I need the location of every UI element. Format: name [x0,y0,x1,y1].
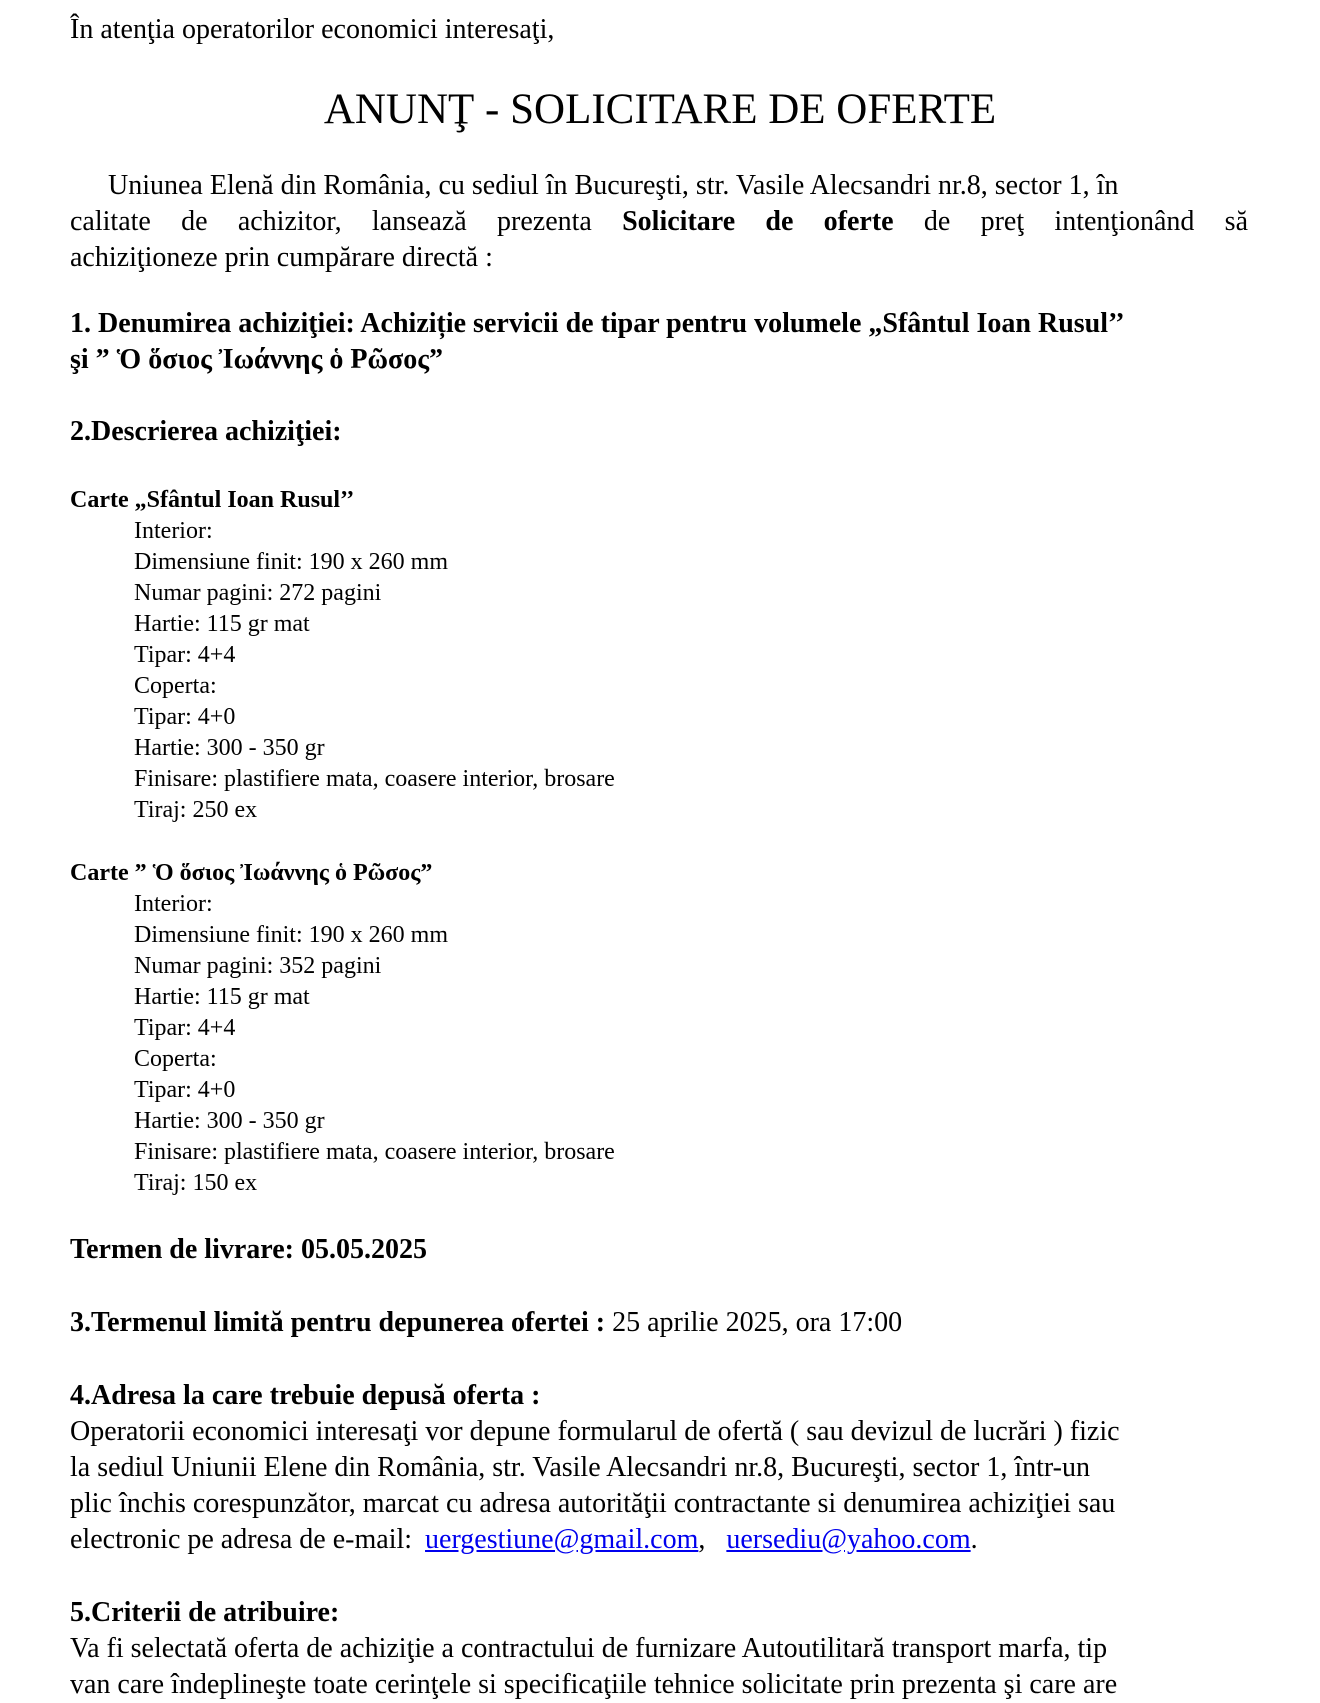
book1-spec: Finisare: plastifiere mata, coasere interior, brosare [134,766,615,792]
book2-spec-list [134,889,615,1199]
book1-spec: Tipar: 4+4 [134,642,236,668]
book2-spec: Hartie: 300 - 350 gr [134,1108,325,1134]
book1-spec: Tiraj: 250 ex [134,797,258,823]
book2-spec: Dimensiune finit: 190 x 260 mm [134,922,448,948]
intro-line-2-bold: Solicitare de oferte [622,206,894,237]
book2-spec: Coperta: [134,1046,217,1072]
page-title: ANUNŢ - SOLICITARE DE OFERTE [323,86,997,133]
section4-line-3: plic închis corespunzător, marcat cu adresa autorităţii contractante si denumirea achiziţiei sau [70,1488,1116,1519]
section4-heading: 4.Adresa la care trebuie depusă oferta : [70,1380,541,1411]
book1-spec: Interior: [134,518,213,544]
intro-line-2 [70,204,1248,240]
intro-line-3: achiziţioneze prin cumpărare directă : [70,242,493,273]
section1-line-1: 1. Denumirea achiziţiei: Achiziție servicii de tipar pentru volumele „Sfântul Ioan Rusul’’ [70,308,1125,339]
email-separator: , [698,1524,706,1555]
book1-spec: Tipar: 4+0 [134,704,236,730]
book1-spec: Coperta: [134,673,217,699]
section3-line [70,1305,902,1341]
book1-spec: Dimensiune finit: 190 x 260 mm [134,549,448,575]
intro-line-2-post: de preţ intenţionând să [923,206,1248,237]
section5-line-1: Va fi selectată oferta de achiziţie a contractului de furnizare Autoutilitară transport marfa, tip [70,1633,1108,1664]
section4-line-2: la sediul Uniunii Elene din România, str. Vasile Alecsandri nr.8, Bucureşti, sector 1, într-un [70,1452,1090,1483]
book2-spec: Hartie: 115 gr mat [134,984,310,1010]
book2-spec: Tipar: 4+4 [134,1015,236,1041]
email-link-1[interactable]: uergestiune@gmail.com [425,1524,699,1555]
section2-heading: 2.Descrierea achiziţiei: [70,416,342,447]
book2-spec: Interior: [134,891,213,917]
section1-line-2: şi ” Ὁ ὅσιος Ἰωάννης ὁ Ρῶσος” [70,344,444,375]
book2-spec: Tipar: 4+0 [134,1077,236,1103]
book1-spec: Numar pagini: 272 pagini [134,580,382,606]
section5-line-2: van care îndeplineşte toate cerinţele si specificaţiile tehnice solicitate prin prezenta şi care are [70,1669,1118,1700]
section5-heading: 5.Criterii de atribuire: [70,1597,340,1628]
section4-line-4 [70,1522,978,1558]
book1-spec: Hartie: 115 gr mat [134,611,310,637]
delivery-term: Termen de livrare: 05.05.2025 [70,1234,427,1265]
section3-label: 3.Termenul limită pentru depunerea ofertei : [70,1307,606,1338]
intro-line-1: Uniunea Elenă din România, cu sediul în Bucureşti, str. Vasile Alecsandri nr.8, sector 1, în [108,170,1119,201]
book1-spec: Hartie: 300 - 350 gr [134,735,325,761]
section3-value: 25 aprilie 2025, ora 17:00 [612,1307,903,1338]
intro-line-2-pre: calitate de achizitor, lansează prezenta [70,206,592,237]
email-link-2[interactable]: uersediu@yahoo.com [726,1524,971,1555]
book2-spec: Tiraj: 150 ex [134,1170,258,1196]
section4-line-1: Operatorii economici interesaţi vor depune formularul de ofertă ( sau devizul de lucrări ) fizic [70,1416,1120,1447]
book2-title: Carte ” Ὁ ὅσιος Ἰωάννης ὁ Ρῶσος” [70,860,433,886]
greeting: În atenţia operatorilor economici interesaţi, [70,14,555,45]
section4-line-4-pre: electronic pe adresa de e-mail: [70,1524,413,1555]
book1-title: Carte „Sfântul Ioan Rusul’’ [70,487,355,513]
book1-spec-list [134,516,615,826]
book2-spec: Numar pagini: 352 pagini [134,953,382,979]
section4-end: . [970,1524,978,1555]
book2-spec: Finisare: plastifiere mata, coasere interior, brosare [134,1139,615,1165]
